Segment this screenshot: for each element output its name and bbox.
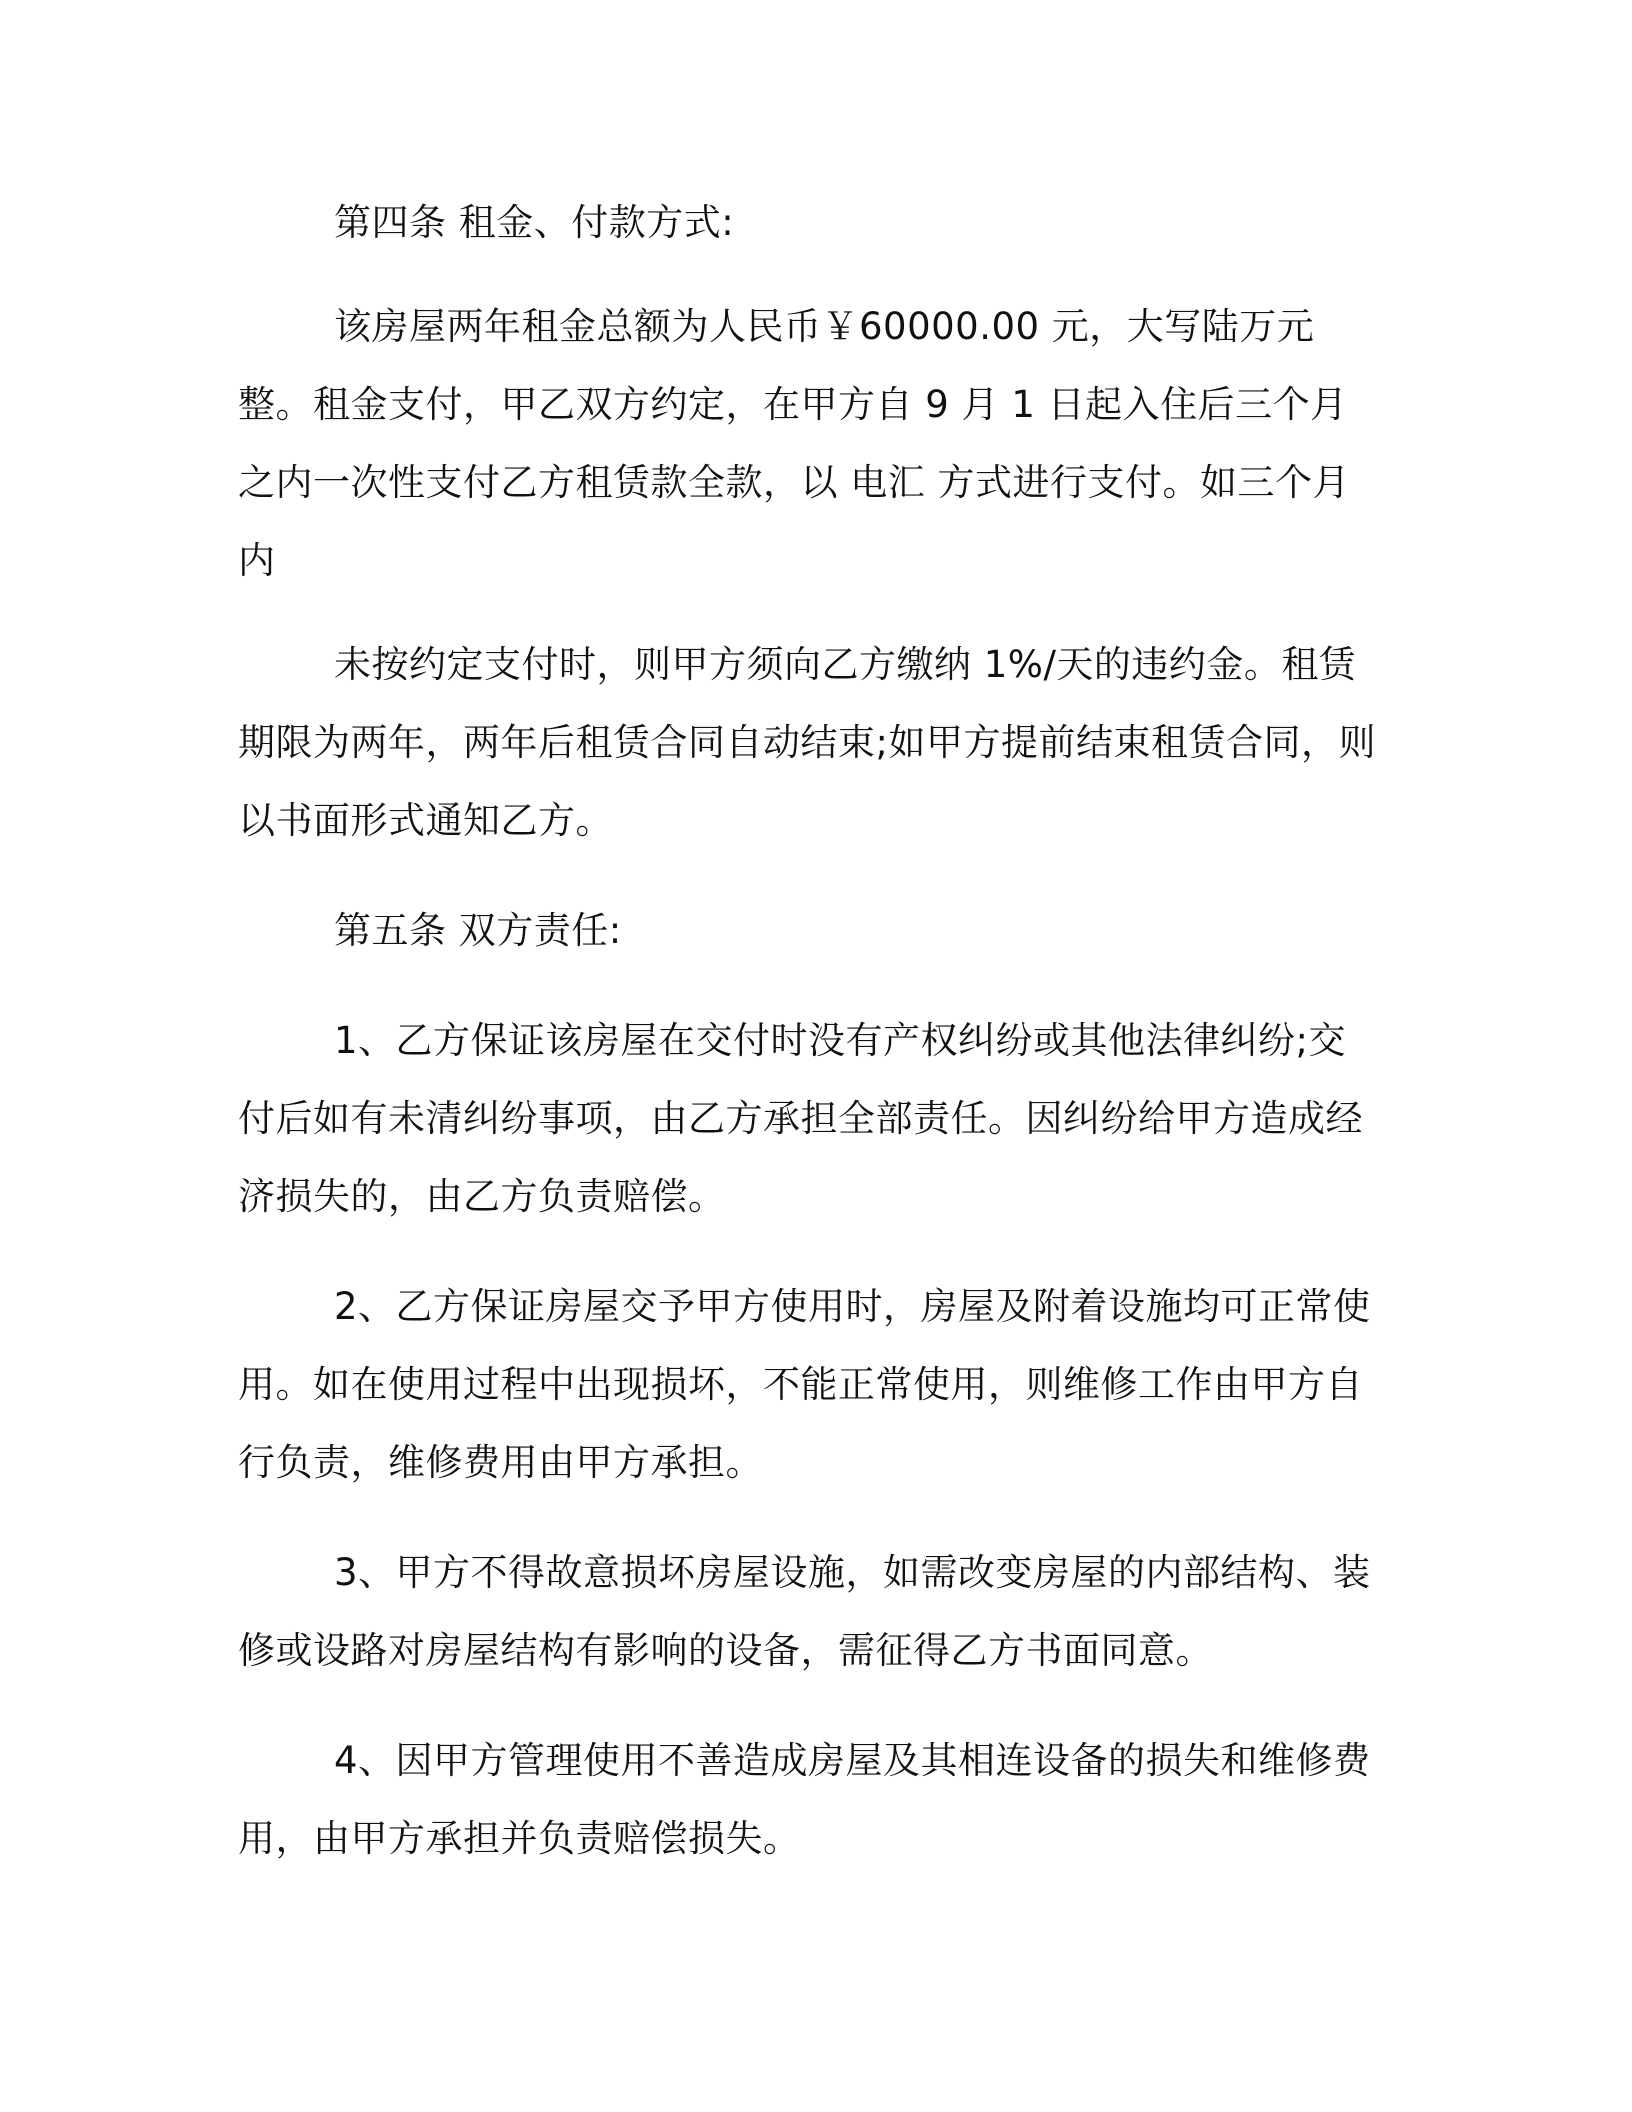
late-payment-paragraph: 未按约定支付时，则甲方须向乙方缴纳 1%/天的违约金。租赁期限为两年，两年后租赁合同自动结束;如甲方提前结束租赁合同，则以书面形式通知乙方。: [238, 643, 1376, 842]
clause-4-paragraph: 4、因甲方管理使用不善造成房屋及其相连设备的损失和维修费用，由甲方承担并负责赔偿损失。: [238, 1739, 1371, 1860]
clause-2-paragraph: 2、乙方保证房屋交予甲方使用时，房屋及附着设施均可正常使用。如在使用过程中出现损坏，不能正常使用，则维修工作由甲方自行负责，维修费用由甲方承担。: [238, 1285, 1371, 1484]
document-body: [238, 184, 1378, 1878]
rent-amount-paragraph: 该房屋两年租金总额为人民币￥60000.00 元，大写陆万元整。租金支付，甲乙双方约定，在甲方自 9 月 1 日起入住后三个月之内一次性支付乙方租赁款全款，以 电汇 方式进行支付。如三个月内: [238, 305, 1351, 582]
clause-1-paragraph: 1、乙方保证该房屋在交付时没有产权纠纷或其他法律纠纷;交付后如有未清纠纷事项，由乙方承担全部责任。因纠纷给甲方造成经济损失的，由乙方负责赔偿。: [238, 1019, 1363, 1218]
article-5-heading: 第五条 双方责任:: [334, 909, 622, 952]
clause-3-paragraph: 3、甲方不得故意损坏房屋设施，如需改变房屋的内部结构、装修或设路对房屋结构有影响的设备，需征得乙方书面同意。: [238, 1551, 1371, 1672]
article-4-heading: 第四条 租金、付款方式:: [334, 201, 735, 244]
